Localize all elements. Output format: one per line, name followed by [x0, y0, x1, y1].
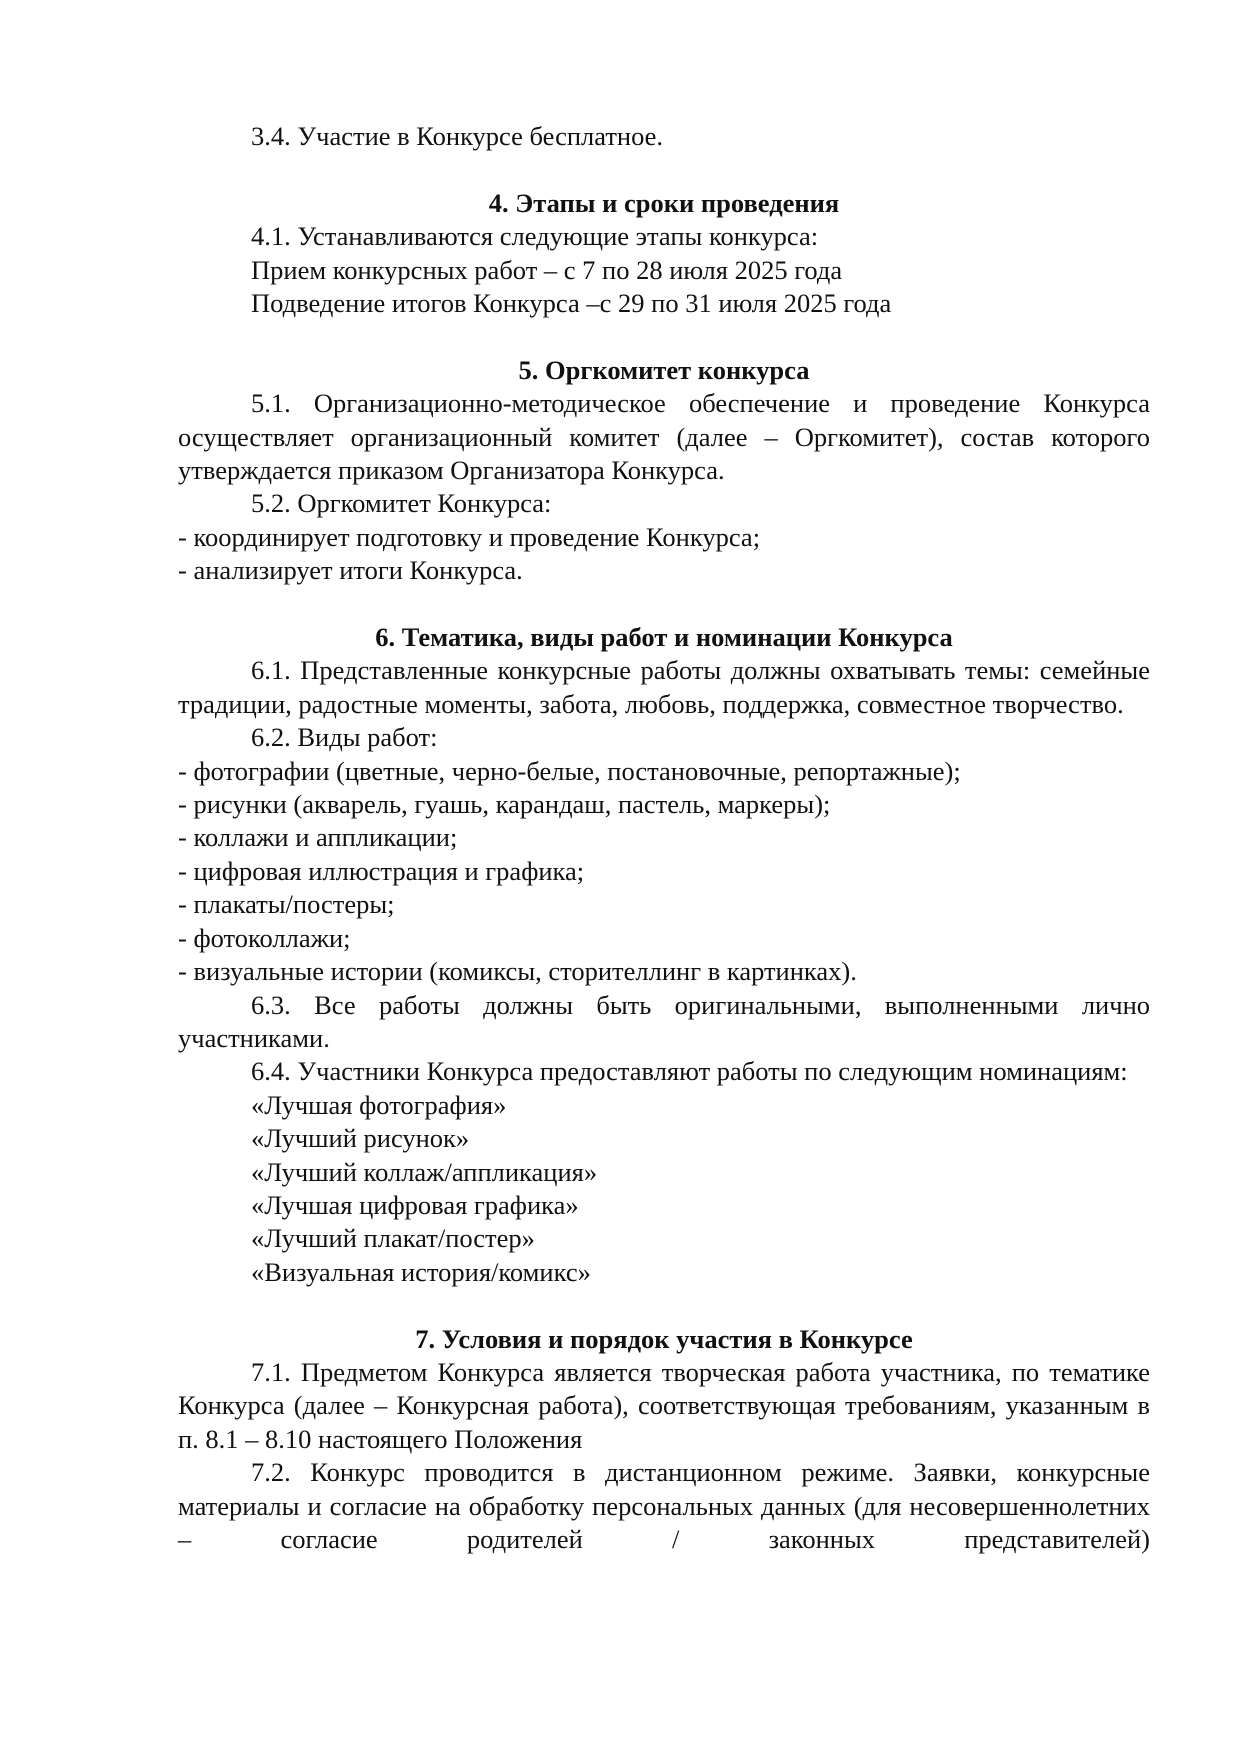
spacer — [178, 1289, 1150, 1322]
section-4-heading: 4. Этапы и сроки проведения — [488, 187, 840, 218]
paragraph-7-1: 7.1. Предметом Конкурса является творческая работа участника, по тематике Конкурса (далее – Конкурсная работа), соответствующая требованиям, указанным в п. 8.1 – 8.10 настоящего Положения — [178, 1356, 1150, 1454]
stage-item: Подведение итогов Конкурса –с 29 по 31 июля 2025 года — [251, 288, 892, 319]
spacer — [178, 153, 1150, 186]
list-item: - фотоколлажи; — [178, 922, 351, 953]
list-item: - коллажи и аппликации; — [178, 822, 458, 853]
paragraph-5-1: 5.1. Организационно-методическое обеспечение и проведение Конкурса осуществляет организационный комитет (далее – Оргкомитет), состав которого утверждается приказом Организатора Конкурса. — [178, 388, 1150, 486]
nomination-item: «Лучший коллаж/аппликация» — [251, 1156, 598, 1187]
paragraph-6-3: 6.3. Все работы должны быть оригинальными, выполненными лично участниками. — [178, 989, 1150, 1053]
list-item: - плакаты/постеры; — [178, 889, 395, 920]
paragraph-6-4: 6.4. Участники Конкурса предоставляют работы по следующим номинациям: — [251, 1056, 1128, 1087]
document-page — [178, 120, 1150, 1556]
section-5-heading: 5. Оргкомитет конкурса — [518, 354, 810, 385]
nomination-item: «Лучшая фотография» — [251, 1089, 507, 1120]
list-item: - анализирует итоги Конкурса. — [178, 555, 523, 586]
list-item: - цифровая иллюстрация и графика; — [178, 855, 585, 886]
paragraph-4-1: 4.1. Устанавливаются следующие этапы конкурса: — [251, 221, 819, 252]
list-item: - координирует подготовку и проведение Конкурса; — [178, 521, 761, 552]
paragraph-6-2: 6.2. Виды работ: — [251, 722, 438, 753]
spacer — [178, 588, 1150, 621]
section-6-heading: 6. Тематика, виды работ и номинации Конкурса — [375, 622, 953, 653]
paragraph-3-4: 3.4. Участие в Конкурсе бесплатное. — [251, 121, 664, 151]
nomination-item: «Лучшая цифровая графика» — [251, 1189, 579, 1220]
section-7-heading: 7. Условия и порядок участия в Конкурсе — [415, 1323, 913, 1354]
list-item: - фотографии (цветные, черно-белые, постановочные, репортажные); — [178, 755, 961, 786]
paragraph-6-1: 6.1. Представленные конкурсные работы должны охватывать темы: семейные традиции, радостные моменты, забота, любовь, поддержка, совместное творчество. — [178, 655, 1150, 719]
paragraph-7-2: 7.2. Конкурс проводится в дистанционном режиме. Заявки, конкурсные материалы и согласие на обработку персональных данных (для несовершеннолетних – согласие родителей / законных представителей) — [178, 1457, 1150, 1554]
list-item: - рисунки (акварель, гуашь, карандаш, пастель, маркеры); — [178, 789, 831, 820]
stage-item: Прием конкурсных работ – с 7 по 28 июля 2025 года — [251, 254, 843, 285]
nomination-item: «Визуальная история/комикс» — [251, 1256, 591, 1287]
nomination-item: «Лучший рисунок» — [251, 1123, 470, 1154]
nomination-item: «Лучший плакат/постер» — [251, 1223, 535, 1254]
spacer — [178, 320, 1150, 353]
list-item: - визуальные истории (комиксы, сторителлинг в картинках). — [178, 956, 857, 987]
paragraph-5-2: 5.2. Оргкомитет Конкурса: — [251, 488, 552, 519]
